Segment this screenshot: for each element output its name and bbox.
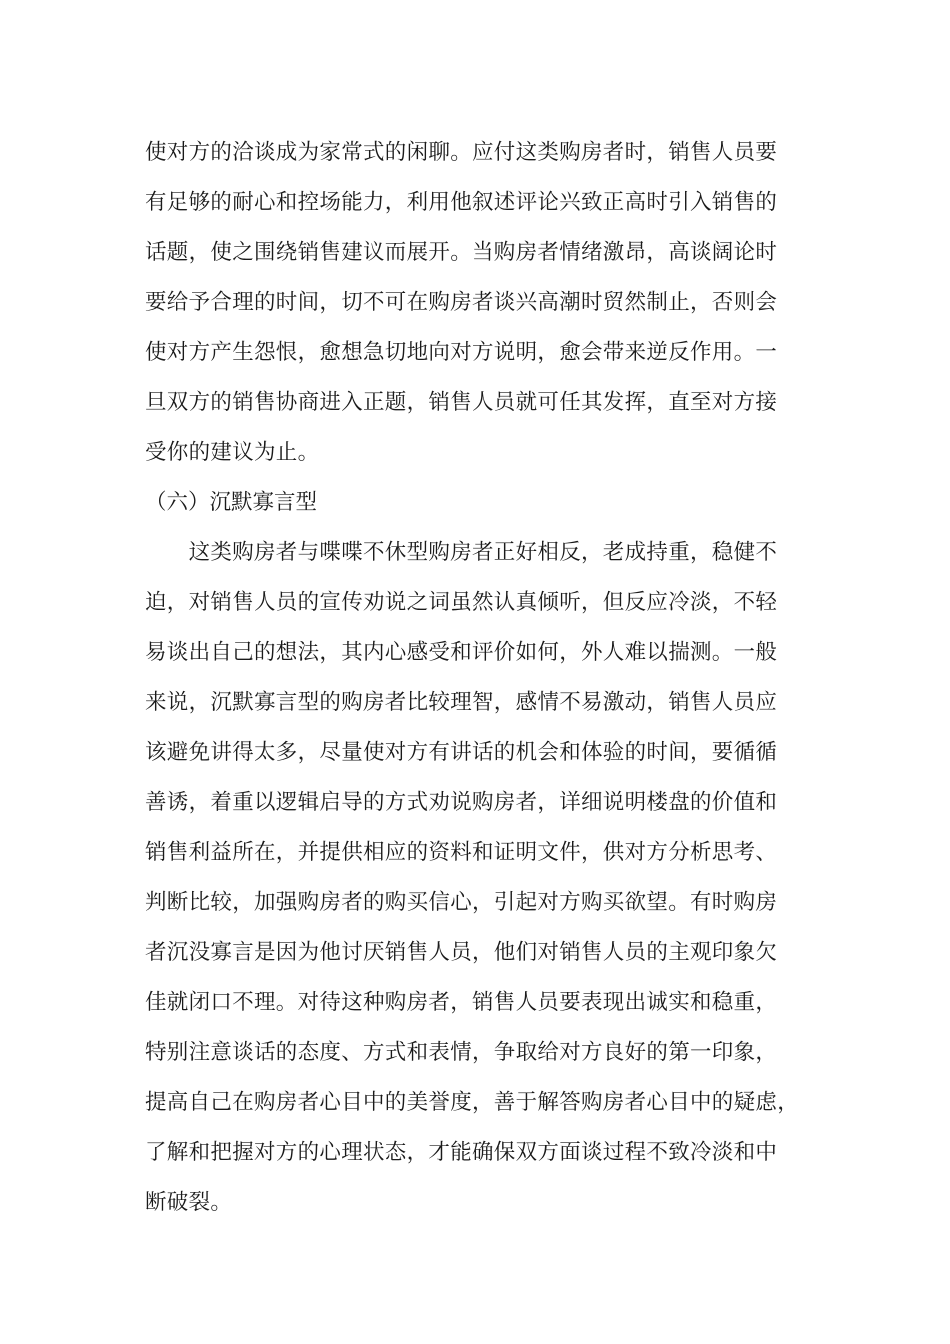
text-line: 使对方的洽谈成为家常式的闲聊。应付这类购房者时，销售人员要	[145, 140, 778, 165]
text-line: 易谈出自己的想法，其内心感受和评价如何，外人难以揣测。一般	[145, 640, 778, 665]
text-line: 有足够的耐心和控场能力，利用他叙述评论兴致正高时引入销售的	[145, 190, 778, 215]
text-line: 销售利益所在，并提供相应的资料和证明文件，供对方分析思考、	[145, 840, 778, 865]
text-line: 特别注意谈话的态度、方式和表情，争取给对方良好的第一印象，	[145, 1040, 778, 1065]
text-line: 判断比较，加强购房者的购买信心，引起对方购买欲望。有时购房	[145, 890, 778, 915]
text-line: 断破裂。	[145, 1190, 233, 1215]
paragraph-continuation	[145, 128, 805, 478]
document-body	[145, 128, 805, 1228]
text-line: 旦双方的销售协商进入正题，销售人员就可任其发挥，直至对方接	[145, 390, 778, 415]
section-heading-text: （六）沉默寡言型	[145, 490, 318, 515]
section-heading	[145, 478, 805, 528]
text-line: 这类购房者与喋喋不休型购房者正好相反，老成持重，稳健不	[145, 540, 778, 565]
text-line: 话题，使之围绕销售建议而展开。当购房者情绪激昂，高谈阔论时	[145, 240, 778, 265]
text-line: 该避免讲得太多，尽量使对方有讲话的机会和体验的时间，要循循	[145, 740, 778, 765]
text-line: 了解和把握对方的心理状态，才能确保双方面谈过程不致冷淡和中	[145, 1140, 778, 1165]
text-line: 来说，沉默寡言型的购房者比较理智，感情不易激动，销售人员应	[145, 690, 778, 715]
text-line: 提高自己在购房者心目中的美誉度，善于解答购房者心目中的疑虑，	[145, 1090, 800, 1115]
text-line: 迫，对销售人员的宣传劝说之词虽然认真倾听，但反应冷淡，不轻	[145, 590, 778, 615]
text-line: 使对方产生怨恨，愈想急切地向对方说明，愈会带来逆反作用。一	[145, 340, 778, 365]
text-line: 善诱，着重以逻辑启导的方式劝说购房者，详细说明楼盘的价值和	[145, 790, 778, 815]
text-line: 受你的建议为止。	[145, 440, 320, 465]
text-line: 佳就闭口不理。对待这种购房者，销售人员要表现出诚实和稳重，	[145, 990, 778, 1015]
text-line: 要给予合理的时间，切不可在购房者谈兴高潮时贸然制止，否则会	[145, 290, 778, 315]
text-line: 者沉没寡言是因为他讨厌销售人员，他们对销售人员的主观印象欠	[145, 940, 778, 965]
paragraph-silent-type	[145, 528, 805, 1228]
